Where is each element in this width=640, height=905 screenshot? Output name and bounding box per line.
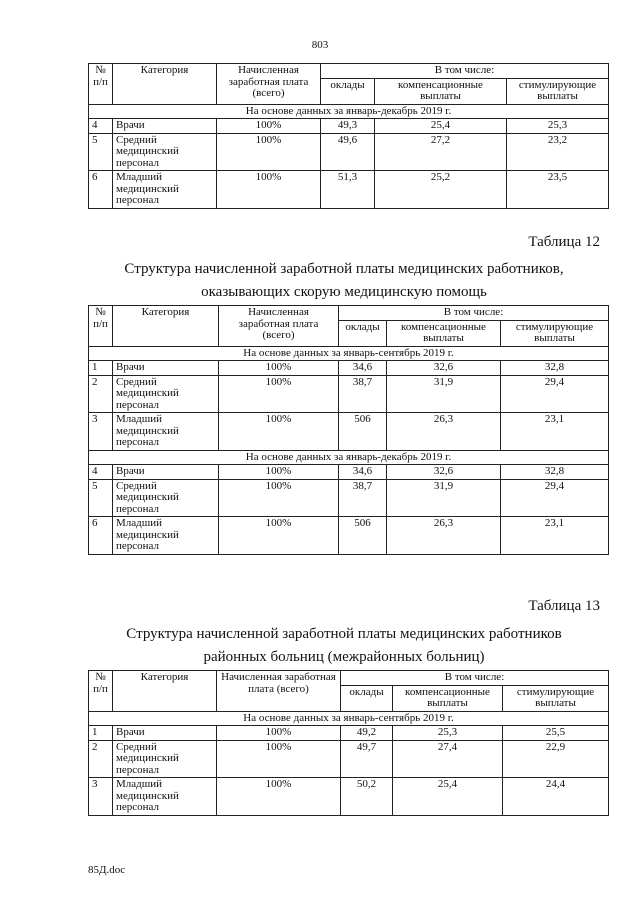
row-compensation: 25,2 (375, 171, 507, 209)
row-accrued: 100% (217, 119, 321, 134)
table-row (89, 517, 609, 555)
row-category: Врачи (113, 465, 219, 480)
row-compensation: 31,9 (387, 375, 501, 413)
row-stimulating: 24,4 (503, 778, 609, 816)
row-stimulating: 25,5 (503, 726, 609, 741)
row-salaries: 49,3 (321, 119, 375, 134)
table-row (89, 465, 609, 480)
row-salaries: 49,7 (341, 740, 393, 778)
header-accrued: Начисленная заработная плата (всего) (217, 671, 341, 712)
row-number: 2 (89, 740, 113, 778)
table-row (89, 726, 609, 741)
row-category: Младший медицинский персонал (113, 413, 219, 451)
row-compensation: 32,6 (387, 465, 501, 480)
header-compensation: компенсационные выплаты (375, 78, 507, 104)
row-compensation: 26,3 (387, 517, 501, 555)
row-accrued: 100% (219, 413, 339, 451)
row-accrued: 100% (217, 740, 341, 778)
row-number: 4 (89, 119, 113, 134)
header-num: № п/п (89, 64, 113, 105)
row-compensation: 25,4 (375, 119, 507, 134)
salary-structure-table-continued (88, 63, 609, 209)
row-accrued: 100% (219, 479, 339, 517)
row-number: 3 (89, 413, 113, 451)
row-salaries: 506 (339, 413, 387, 451)
table-row (89, 119, 609, 134)
table-row (89, 740, 609, 778)
table-row (89, 479, 609, 517)
header-including: В том числе: (339, 306, 609, 321)
row-stimulating: 32,8 (501, 361, 609, 376)
district-hospitals-salary-table (88, 670, 609, 816)
row-stimulating: 25,3 (507, 119, 609, 134)
row-accrued: 100% (219, 361, 339, 376)
row-number: 1 (89, 361, 113, 376)
page-number: 803 (311, 39, 329, 51)
section-title: На основе данных за январь-сентябрь 2019 г. (89, 711, 609, 726)
row-number: 3 (89, 778, 113, 816)
row-accrued: 100% (219, 465, 339, 480)
row-accrued: 100% (217, 726, 341, 741)
row-salaries: 49,6 (321, 133, 375, 171)
row-stimulating: 23,1 (501, 413, 609, 451)
row-category: Средний медицинский персонал (113, 375, 219, 413)
table-row (89, 133, 609, 171)
header-salaries: оклады (341, 685, 393, 711)
row-category: Врачи (113, 119, 217, 134)
row-stimulating: 23,2 (507, 133, 609, 171)
header-num: № п/п (89, 306, 113, 347)
row-accrued: 100% (219, 375, 339, 413)
row-compensation: 27,4 (393, 740, 503, 778)
row-category: Младший медицинский персонал (113, 171, 217, 209)
row-compensation: 27,2 (375, 133, 507, 171)
row-accrued: 100% (217, 171, 321, 209)
row-category: Средний медицинский персонал (113, 479, 219, 517)
table-row (89, 413, 609, 451)
row-category: Младший медицинский персонал (113, 778, 217, 816)
row-salaries: 51,3 (321, 171, 375, 209)
table-row (89, 361, 609, 376)
header-including: В том числе: (321, 64, 609, 79)
row-salaries: 38,7 (339, 479, 387, 517)
row-accrued: 100% (219, 517, 339, 555)
table-caption: Таблица 12 (528, 234, 600, 250)
row-salaries: 38,7 (339, 375, 387, 413)
row-number: 1 (89, 726, 113, 741)
header-including: В том числе: (341, 671, 609, 686)
row-accrued: 100% (217, 778, 341, 816)
header-compensation: компенсационные выплаты (387, 320, 501, 346)
header-stimulating: стимулирующие выплаты (503, 685, 609, 711)
header-stimulating: стимулирующие выплаты (507, 78, 609, 104)
ambulance-salary-table (88, 305, 609, 555)
header-stimulating: стимулирующие выплаты (501, 320, 609, 346)
row-salaries: 49,2 (341, 726, 393, 741)
row-stimulating: 22,9 (503, 740, 609, 778)
row-number: 5 (89, 133, 113, 171)
row-compensation: 26,3 (387, 413, 501, 451)
table-title-line-1: Структура начисленной заработной платы медицинских работников, (124, 261, 564, 277)
table-title-line-1: Структура начисленной заработной платы медицинских работников (126, 626, 562, 642)
table-row (89, 171, 609, 209)
header-compensation: компенсационные выплаты (393, 685, 503, 711)
row-stimulating: 23,5 (507, 171, 609, 209)
row-category: Средний медицинский персонал (113, 740, 217, 778)
row-number: 6 (89, 517, 113, 555)
header-category: Категория (113, 306, 219, 347)
section-title: На основе данных за январь-сентябрь 2019 г. (89, 346, 609, 361)
table-title-line-2: оказывающих скорую медицинскую помощь (201, 284, 487, 300)
row-salaries: 34,6 (339, 361, 387, 376)
row-salaries: 50,2 (341, 778, 393, 816)
table-row (89, 778, 609, 816)
row-category: Врачи (113, 726, 217, 741)
row-compensation: 25,4 (393, 778, 503, 816)
row-number: 4 (89, 465, 113, 480)
table-title-line-2: районных больниц (межрайонных больниц) (203, 649, 485, 665)
header-accrued: Начисленная заработная плата (всего) (219, 306, 339, 347)
row-stimulating: 23,1 (501, 517, 609, 555)
row-number: 2 (89, 375, 113, 413)
file-name-footer: 85Д.doc (88, 864, 126, 876)
section-title: На основе данных за январь-декабрь 2019 г. (89, 104, 609, 119)
table-caption: Таблица 13 (528, 598, 600, 614)
header-salaries: оклады (321, 78, 375, 104)
row-stimulating: 29,4 (501, 479, 609, 517)
row-compensation: 25,3 (393, 726, 503, 741)
table-row (89, 375, 609, 413)
row-accrued: 100% (217, 133, 321, 171)
row-stimulating: 29,4 (501, 375, 609, 413)
row-compensation: 31,9 (387, 479, 501, 517)
header-salaries: оклады (339, 320, 387, 346)
header-accrued: Начисленная заработная плата (всего) (217, 64, 321, 105)
header-num: № п/п (89, 671, 113, 712)
row-salaries: 506 (339, 517, 387, 555)
row-compensation: 32,6 (387, 361, 501, 376)
row-category: Младший медицинский персонал (113, 517, 219, 555)
row-number: 5 (89, 479, 113, 517)
header-category: Категория (113, 671, 217, 712)
header-category: Категория (113, 64, 217, 105)
row-salaries: 34,6 (339, 465, 387, 480)
row-number: 6 (89, 171, 113, 209)
row-category: Врачи (113, 361, 219, 376)
row-stimulating: 32,8 (501, 465, 609, 480)
section-title: На основе данных за январь-декабрь 2019 г. (89, 450, 609, 465)
row-category: Средний медицинский персонал (113, 133, 217, 171)
